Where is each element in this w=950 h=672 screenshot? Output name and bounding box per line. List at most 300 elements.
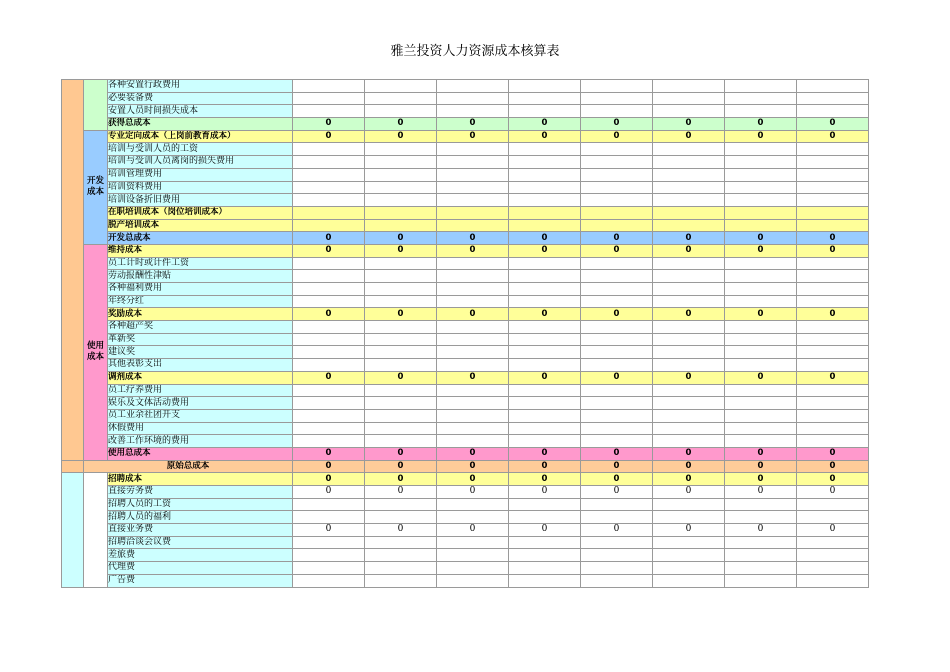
value-cell[interactable] [797, 321, 869, 334]
value-cell[interactable] [365, 562, 437, 575]
value-cell[interactable] [437, 574, 509, 587]
value-cell[interactable] [725, 333, 797, 346]
value-cell[interactable] [437, 143, 509, 156]
value-cell[interactable] [725, 321, 797, 334]
value-cell[interactable] [653, 321, 725, 334]
value-cell[interactable] [509, 397, 581, 410]
value-cell[interactable]: 0 [653, 524, 725, 537]
value-cell[interactable]: 0 [581, 371, 653, 384]
value-cell[interactable]: 0 [725, 473, 797, 486]
value-cell[interactable]: 0 [797, 130, 869, 143]
value-cell[interactable] [365, 409, 437, 422]
value-cell[interactable] [509, 194, 581, 207]
value-cell[interactable] [653, 422, 725, 435]
value-cell[interactable] [725, 156, 797, 169]
value-cell[interactable] [725, 511, 797, 524]
value-cell[interactable] [293, 549, 365, 562]
value-cell[interactable]: 0 [293, 473, 365, 486]
value-cell[interactable] [653, 143, 725, 156]
value-cell[interactable] [365, 295, 437, 308]
value-cell[interactable] [293, 359, 365, 372]
value-cell[interactable] [437, 194, 509, 207]
value-cell[interactable] [365, 536, 437, 549]
value-cell[interactable] [365, 397, 437, 410]
value-cell[interactable] [653, 181, 725, 194]
value-cell[interactable] [653, 574, 725, 587]
value-cell[interactable]: 0 [653, 308, 725, 321]
value-cell[interactable] [509, 270, 581, 283]
value-cell[interactable] [293, 397, 365, 410]
value-cell[interactable] [653, 397, 725, 410]
value-cell[interactable] [437, 435, 509, 448]
value-cell[interactable]: 0 [653, 486, 725, 499]
value-cell[interactable] [725, 270, 797, 283]
value-cell[interactable] [797, 295, 869, 308]
value-cell[interactable] [293, 295, 365, 308]
value-cell[interactable]: 0 [653, 473, 725, 486]
value-cell[interactable] [293, 257, 365, 270]
value-cell[interactable] [581, 270, 653, 283]
value-cell[interactable]: 0 [437, 447, 509, 460]
value-cell[interactable] [365, 194, 437, 207]
value-cell[interactable] [437, 181, 509, 194]
value-cell[interactable] [437, 270, 509, 283]
value-cell[interactable] [437, 333, 509, 346]
value-cell[interactable]: 0 [437, 130, 509, 143]
value-cell[interactable] [725, 257, 797, 270]
value-cell[interactable] [293, 511, 365, 524]
value-cell[interactable] [365, 435, 437, 448]
value-cell[interactable] [293, 498, 365, 511]
value-cell[interactable] [581, 333, 653, 346]
value-cell[interactable] [581, 422, 653, 435]
value-cell[interactable] [581, 206, 653, 219]
value-cell[interactable] [725, 283, 797, 296]
value-cell[interactable]: 0 [365, 371, 437, 384]
value-cell[interactable] [797, 562, 869, 575]
value-cell[interactable] [293, 80, 365, 93]
value-cell[interactable]: 0 [365, 232, 437, 245]
value-cell[interactable] [581, 498, 653, 511]
value-cell[interactable]: 0 [293, 130, 365, 143]
value-cell[interactable] [509, 156, 581, 169]
value-cell[interactable]: 0 [725, 447, 797, 460]
value-cell[interactable]: 0 [725, 460, 797, 473]
value-cell[interactable]: 0 [509, 473, 581, 486]
value-cell[interactable] [581, 346, 653, 359]
value-cell[interactable]: 0 [653, 130, 725, 143]
value-cell[interactable] [653, 206, 725, 219]
value-cell[interactable]: 0 [797, 118, 869, 131]
value-cell[interactable] [581, 549, 653, 562]
value-cell[interactable] [653, 283, 725, 296]
value-cell[interactable] [797, 333, 869, 346]
value-cell[interactable] [437, 92, 509, 105]
value-cell[interactable] [437, 168, 509, 181]
value-cell[interactable] [293, 333, 365, 346]
value-cell[interactable]: 0 [581, 486, 653, 499]
value-cell[interactable] [509, 143, 581, 156]
value-cell[interactable] [437, 536, 509, 549]
value-cell[interactable] [581, 92, 653, 105]
value-cell[interactable] [581, 574, 653, 587]
value-cell[interactable] [581, 536, 653, 549]
value-cell[interactable] [365, 346, 437, 359]
value-cell[interactable] [797, 397, 869, 410]
value-cell[interactable] [365, 384, 437, 397]
value-cell[interactable]: 0 [581, 473, 653, 486]
value-cell[interactable] [797, 143, 869, 156]
value-cell[interactable] [509, 384, 581, 397]
value-cell[interactable] [797, 549, 869, 562]
value-cell[interactable] [293, 409, 365, 422]
value-cell[interactable]: 0 [581, 460, 653, 473]
value-cell[interactable]: 0 [365, 118, 437, 131]
value-cell[interactable] [581, 384, 653, 397]
value-cell[interactable] [509, 422, 581, 435]
value-cell[interactable] [653, 270, 725, 283]
value-cell[interactable] [797, 219, 869, 232]
value-cell[interactable]: 0 [797, 244, 869, 257]
value-cell[interactable] [653, 219, 725, 232]
value-cell[interactable] [365, 270, 437, 283]
value-cell[interactable] [797, 257, 869, 270]
value-cell[interactable] [725, 384, 797, 397]
value-cell[interactable]: 0 [437, 460, 509, 473]
value-cell[interactable]: 0 [725, 371, 797, 384]
value-cell[interactable] [725, 143, 797, 156]
value-cell[interactable]: 0 [581, 308, 653, 321]
value-cell[interactable] [293, 384, 365, 397]
value-cell[interactable] [293, 270, 365, 283]
value-cell[interactable] [365, 511, 437, 524]
value-cell[interactable]: 0 [509, 244, 581, 257]
value-cell[interactable] [653, 435, 725, 448]
value-cell[interactable] [437, 549, 509, 562]
value-cell[interactable]: 0 [509, 371, 581, 384]
value-cell[interactable] [797, 511, 869, 524]
value-cell[interactable] [437, 105, 509, 118]
value-cell[interactable]: 0 [293, 118, 365, 131]
value-cell[interactable] [509, 181, 581, 194]
value-cell[interactable] [293, 422, 365, 435]
value-cell[interactable]: 0 [581, 232, 653, 245]
value-cell[interactable] [365, 283, 437, 296]
value-cell[interactable] [293, 156, 365, 169]
value-cell[interactable] [797, 92, 869, 105]
value-cell[interactable] [581, 397, 653, 410]
value-cell[interactable] [509, 105, 581, 118]
value-cell[interactable] [725, 397, 797, 410]
value-cell[interactable] [725, 562, 797, 575]
value-cell[interactable] [653, 384, 725, 397]
value-cell[interactable] [509, 346, 581, 359]
value-cell[interactable] [293, 536, 365, 549]
value-cell[interactable]: 0 [293, 524, 365, 537]
value-cell[interactable]: 0 [365, 460, 437, 473]
value-cell[interactable] [797, 105, 869, 118]
value-cell[interactable] [509, 80, 581, 93]
value-cell[interactable]: 0 [581, 524, 653, 537]
value-cell[interactable] [509, 359, 581, 372]
value-cell[interactable]: 0 [797, 308, 869, 321]
value-cell[interactable] [581, 105, 653, 118]
value-cell[interactable]: 0 [797, 447, 869, 460]
value-cell[interactable] [509, 321, 581, 334]
value-cell[interactable] [725, 422, 797, 435]
value-cell[interactable] [365, 168, 437, 181]
value-cell[interactable]: 0 [797, 486, 869, 499]
value-cell[interactable]: 0 [293, 447, 365, 460]
value-cell[interactable]: 0 [725, 118, 797, 131]
value-cell[interactable] [365, 206, 437, 219]
value-cell[interactable]: 0 [509, 447, 581, 460]
value-cell[interactable] [653, 333, 725, 346]
value-cell[interactable] [293, 194, 365, 207]
value-cell[interactable] [725, 168, 797, 181]
value-cell[interactable] [653, 409, 725, 422]
value-cell[interactable] [437, 346, 509, 359]
value-cell[interactable] [509, 536, 581, 549]
value-cell[interactable] [653, 194, 725, 207]
value-cell[interactable] [581, 168, 653, 181]
value-cell[interactable] [437, 295, 509, 308]
value-cell[interactable] [581, 257, 653, 270]
value-cell[interactable]: 0 [509, 232, 581, 245]
value-cell[interactable]: 0 [509, 524, 581, 537]
value-cell[interactable]: 0 [653, 244, 725, 257]
value-cell[interactable] [509, 498, 581, 511]
value-cell[interactable]: 0 [797, 232, 869, 245]
value-cell[interactable] [725, 206, 797, 219]
value-cell[interactable] [437, 359, 509, 372]
value-cell[interactable]: 0 [653, 447, 725, 460]
value-cell[interactable] [797, 80, 869, 93]
value-cell[interactable]: 0 [437, 486, 509, 499]
value-cell[interactable] [293, 346, 365, 359]
value-cell[interactable] [437, 498, 509, 511]
value-cell[interactable] [653, 92, 725, 105]
value-cell[interactable] [509, 92, 581, 105]
value-cell[interactable] [653, 359, 725, 372]
value-cell[interactable] [653, 498, 725, 511]
value-cell[interactable] [293, 321, 365, 334]
value-cell[interactable] [653, 346, 725, 359]
value-cell[interactable]: 0 [725, 232, 797, 245]
value-cell[interactable] [437, 206, 509, 219]
value-cell[interactable]: 0 [725, 524, 797, 537]
value-cell[interactable]: 0 [725, 486, 797, 499]
value-cell[interactable] [437, 511, 509, 524]
value-cell[interactable] [365, 257, 437, 270]
value-cell[interactable] [797, 346, 869, 359]
value-cell[interactable] [509, 574, 581, 587]
value-cell[interactable]: 0 [653, 460, 725, 473]
value-cell[interactable] [725, 219, 797, 232]
value-cell[interactable]: 0 [437, 244, 509, 257]
value-cell[interactable] [437, 156, 509, 169]
value-cell[interactable] [725, 194, 797, 207]
value-cell[interactable] [365, 422, 437, 435]
value-cell[interactable] [365, 333, 437, 346]
value-cell[interactable] [581, 219, 653, 232]
value-cell[interactable]: 0 [365, 486, 437, 499]
value-cell[interactable]: 0 [653, 232, 725, 245]
value-cell[interactable]: 0 [293, 232, 365, 245]
value-cell[interactable]: 0 [725, 130, 797, 143]
value-cell[interactable] [725, 574, 797, 587]
value-cell[interactable] [581, 283, 653, 296]
value-cell[interactable]: 0 [293, 244, 365, 257]
value-cell[interactable]: 0 [365, 244, 437, 257]
value-cell[interactable] [509, 219, 581, 232]
value-cell[interactable] [293, 435, 365, 448]
value-cell[interactable] [365, 219, 437, 232]
value-cell[interactable] [509, 333, 581, 346]
value-cell[interactable] [293, 283, 365, 296]
value-cell[interactable] [365, 359, 437, 372]
value-cell[interactable]: 0 [653, 371, 725, 384]
value-cell[interactable] [797, 536, 869, 549]
value-cell[interactable] [797, 283, 869, 296]
value-cell[interactable]: 0 [509, 460, 581, 473]
value-cell[interactable] [581, 194, 653, 207]
value-cell[interactable] [437, 562, 509, 575]
value-cell[interactable] [653, 105, 725, 118]
value-cell[interactable] [365, 92, 437, 105]
value-cell[interactable] [725, 295, 797, 308]
value-cell[interactable] [509, 562, 581, 575]
value-cell[interactable]: 0 [509, 486, 581, 499]
value-cell[interactable] [797, 422, 869, 435]
value-cell[interactable]: 0 [293, 460, 365, 473]
value-cell[interactable] [365, 156, 437, 169]
value-cell[interactable] [581, 511, 653, 524]
value-cell[interactable] [725, 359, 797, 372]
value-cell[interactable]: 0 [797, 473, 869, 486]
value-cell[interactable]: 0 [365, 447, 437, 460]
value-cell[interactable]: 0 [581, 118, 653, 131]
value-cell[interactable] [797, 194, 869, 207]
value-cell[interactable]: 0 [437, 118, 509, 131]
value-cell[interactable]: 0 [365, 473, 437, 486]
value-cell[interactable] [437, 321, 509, 334]
value-cell[interactable] [437, 257, 509, 270]
value-cell[interactable]: 0 [581, 244, 653, 257]
value-cell[interactable] [365, 80, 437, 93]
value-cell[interactable]: 0 [437, 371, 509, 384]
value-cell[interactable] [725, 435, 797, 448]
value-cell[interactable] [437, 422, 509, 435]
value-cell[interactable]: 0 [437, 232, 509, 245]
value-cell[interactable]: 0 [293, 486, 365, 499]
value-cell[interactable] [653, 156, 725, 169]
value-cell[interactable] [293, 574, 365, 587]
value-cell[interactable] [581, 295, 653, 308]
value-cell[interactable] [365, 498, 437, 511]
value-cell[interactable] [293, 181, 365, 194]
value-cell[interactable] [653, 295, 725, 308]
value-cell[interactable] [437, 397, 509, 410]
value-cell[interactable] [293, 168, 365, 181]
value-cell[interactable] [797, 156, 869, 169]
value-cell[interactable]: 0 [365, 308, 437, 321]
value-cell[interactable] [509, 409, 581, 422]
value-cell[interactable] [365, 321, 437, 334]
value-cell[interactable]: 0 [797, 524, 869, 537]
value-cell[interactable] [797, 181, 869, 194]
value-cell[interactable]: 0 [581, 447, 653, 460]
value-cell[interactable] [725, 549, 797, 562]
value-cell[interactable] [653, 168, 725, 181]
value-cell[interactable] [509, 549, 581, 562]
value-cell[interactable] [725, 409, 797, 422]
value-cell[interactable] [725, 498, 797, 511]
value-cell[interactable] [509, 168, 581, 181]
value-cell[interactable] [581, 562, 653, 575]
value-cell[interactable] [365, 549, 437, 562]
value-cell[interactable]: 0 [581, 130, 653, 143]
value-cell[interactable] [653, 562, 725, 575]
value-cell[interactable] [653, 257, 725, 270]
value-cell[interactable] [437, 283, 509, 296]
value-cell[interactable] [509, 206, 581, 219]
value-cell[interactable]: 0 [509, 308, 581, 321]
value-cell[interactable] [293, 219, 365, 232]
value-cell[interactable] [797, 168, 869, 181]
value-cell[interactable] [581, 143, 653, 156]
value-cell[interactable] [797, 574, 869, 587]
value-cell[interactable] [581, 80, 653, 93]
value-cell[interactable] [581, 156, 653, 169]
value-cell[interactable]: 0 [725, 244, 797, 257]
value-cell[interactable]: 0 [293, 371, 365, 384]
value-cell[interactable] [797, 498, 869, 511]
value-cell[interactable] [725, 92, 797, 105]
value-cell[interactable]: 0 [653, 118, 725, 131]
value-cell[interactable] [293, 92, 365, 105]
value-cell[interactable] [437, 80, 509, 93]
value-cell[interactable] [581, 321, 653, 334]
value-cell[interactable] [653, 511, 725, 524]
value-cell[interactable] [653, 80, 725, 93]
value-cell[interactable] [293, 562, 365, 575]
value-cell[interactable]: 0 [437, 308, 509, 321]
value-cell[interactable] [509, 511, 581, 524]
value-cell[interactable] [581, 181, 653, 194]
value-cell[interactable] [581, 359, 653, 372]
value-cell[interactable]: 0 [509, 130, 581, 143]
value-cell[interactable] [797, 435, 869, 448]
value-cell[interactable]: 0 [437, 524, 509, 537]
value-cell[interactable]: 0 [725, 308, 797, 321]
value-cell[interactable] [365, 105, 437, 118]
value-cell[interactable] [653, 549, 725, 562]
value-cell[interactable] [797, 409, 869, 422]
value-cell[interactable]: 0 [293, 308, 365, 321]
value-cell[interactable] [581, 435, 653, 448]
value-cell[interactable] [653, 536, 725, 549]
value-cell[interactable]: 0 [797, 460, 869, 473]
value-cell[interactable] [725, 181, 797, 194]
value-cell[interactable] [725, 536, 797, 549]
value-cell[interactable] [509, 295, 581, 308]
value-cell[interactable]: 0 [509, 118, 581, 131]
value-cell[interactable] [437, 409, 509, 422]
value-cell[interactable] [797, 270, 869, 283]
value-cell[interactable]: 0 [797, 371, 869, 384]
value-cell[interactable] [365, 143, 437, 156]
